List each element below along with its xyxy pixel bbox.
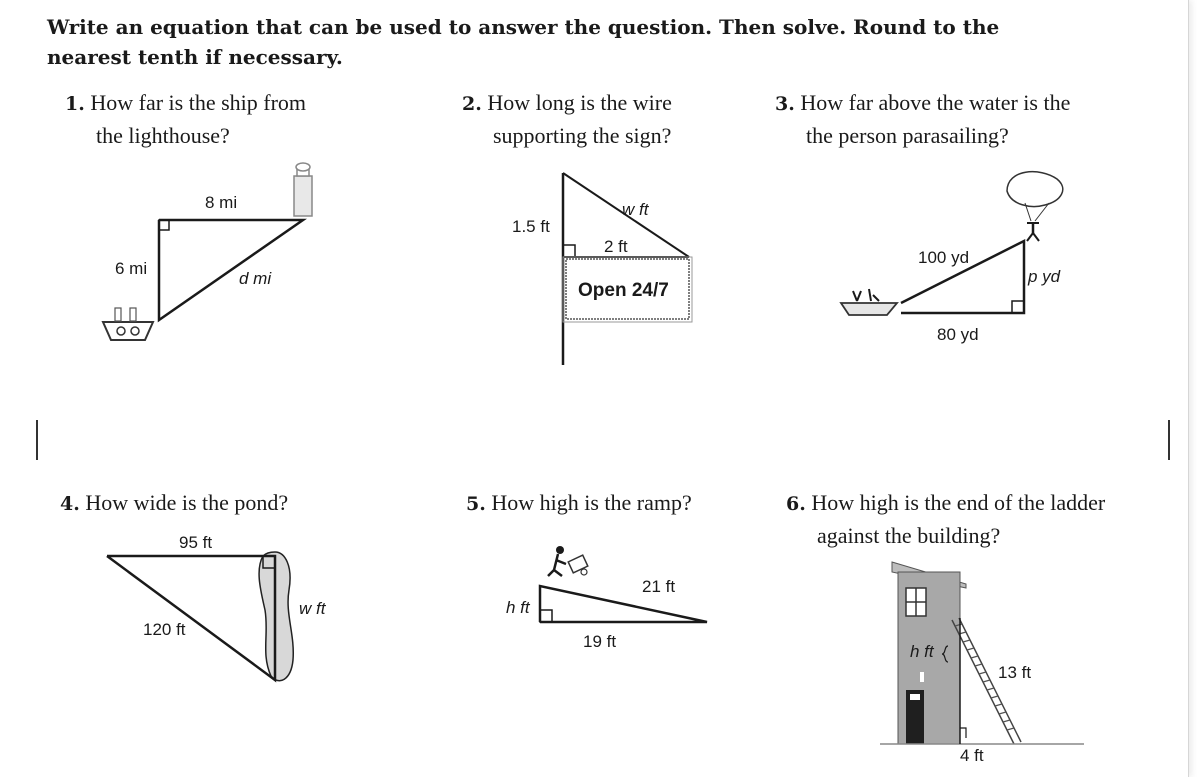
label-bottom: 4 ft (960, 746, 984, 765)
left-margin-bar (36, 420, 38, 460)
person-icon (1027, 223, 1039, 241)
parachute-icon (1007, 172, 1063, 221)
instructions-line-2: nearest tenth if necessary. (47, 45, 343, 69)
label-bottom: 2 ft (604, 237, 628, 256)
lighthouse-icon (294, 163, 312, 216)
label-left: 6 mi (115, 259, 148, 278)
problem-question-line-1: How long is the wire (487, 90, 672, 115)
problem-number: 5. (466, 493, 486, 515)
problem-3-text (775, 87, 1070, 151)
problem-number: 4. (60, 493, 80, 515)
problem-6-diagram (880, 558, 1100, 773)
label-right: w ft (299, 599, 326, 618)
problem-number: 1. (65, 93, 85, 115)
label-bottom: 80 yd (937, 325, 979, 344)
problem-4-text (60, 487, 288, 520)
instructions-line-1: Write an equation that can be used to answer the question. Then solve. Round to the (47, 15, 1000, 39)
problem-5-text (466, 487, 692, 520)
problem-5-diagram (500, 540, 740, 670)
label-top: 95 ft (179, 533, 213, 552)
label-left: 1.5 ft (512, 217, 550, 236)
problem-3-diagram (835, 165, 1075, 355)
right-margin-bar (1168, 420, 1170, 460)
triangle (159, 220, 303, 320)
problem-2-text (462, 87, 672, 151)
instructions (47, 12, 1007, 72)
right-angle-mark (1012, 301, 1024, 313)
label-hyp: 100 yd (918, 248, 970, 267)
right-angle-mark (960, 728, 966, 738)
right-angle-mark (563, 245, 575, 257)
label-hyp: 120 ft (143, 620, 186, 639)
problem-question-line-2: supporting the sign? (493, 123, 672, 148)
problem-number: 6. (786, 493, 806, 515)
problem-question-line-1: How wide is the pond? (85, 490, 289, 515)
problem-question-line-1: How far is the ship from (90, 90, 307, 115)
problem-question-line-2: the person parasailing? (806, 123, 1009, 148)
problem-2-diagram (500, 165, 740, 385)
right-angle-mark (159, 220, 169, 230)
boat-icon (841, 289, 897, 315)
label-hyp: w ft (622, 200, 649, 219)
problem-6-text (786, 487, 1105, 551)
sign-text: Open 24/7 (578, 280, 669, 301)
label-ladder: 13 ft (998, 663, 1032, 682)
label-top: 8 mi (205, 193, 238, 212)
right-angle-mark (540, 610, 552, 622)
problem-number: 2. (462, 93, 482, 115)
triangle (540, 586, 707, 622)
problem-question-line-1: How far above the water is the (800, 90, 1071, 115)
triangle (107, 556, 275, 680)
label-hyp: 21 ft (642, 577, 676, 596)
label-left: h ft (506, 598, 530, 617)
problem-1-diagram (95, 160, 355, 350)
label-right: p yd (1028, 267, 1061, 286)
problem-number: 3. (775, 93, 795, 115)
problem-4-diagram (95, 530, 355, 690)
label-hyp: d mi (239, 269, 272, 288)
problem-1-text (65, 87, 306, 151)
problem-question-line-2: against the building? (817, 523, 1001, 548)
problem-question-line-1: How high is the end of the ladder (811, 490, 1106, 515)
label-bottom: 19 ft (583, 632, 617, 651)
problem-question-line-1: How high is the ramp? (491, 490, 692, 515)
problem-question-line-2: the lighthouse? (96, 123, 230, 148)
ship-icon (103, 308, 153, 340)
hiker-icon (548, 546, 588, 576)
label-left: h ft (910, 642, 934, 661)
